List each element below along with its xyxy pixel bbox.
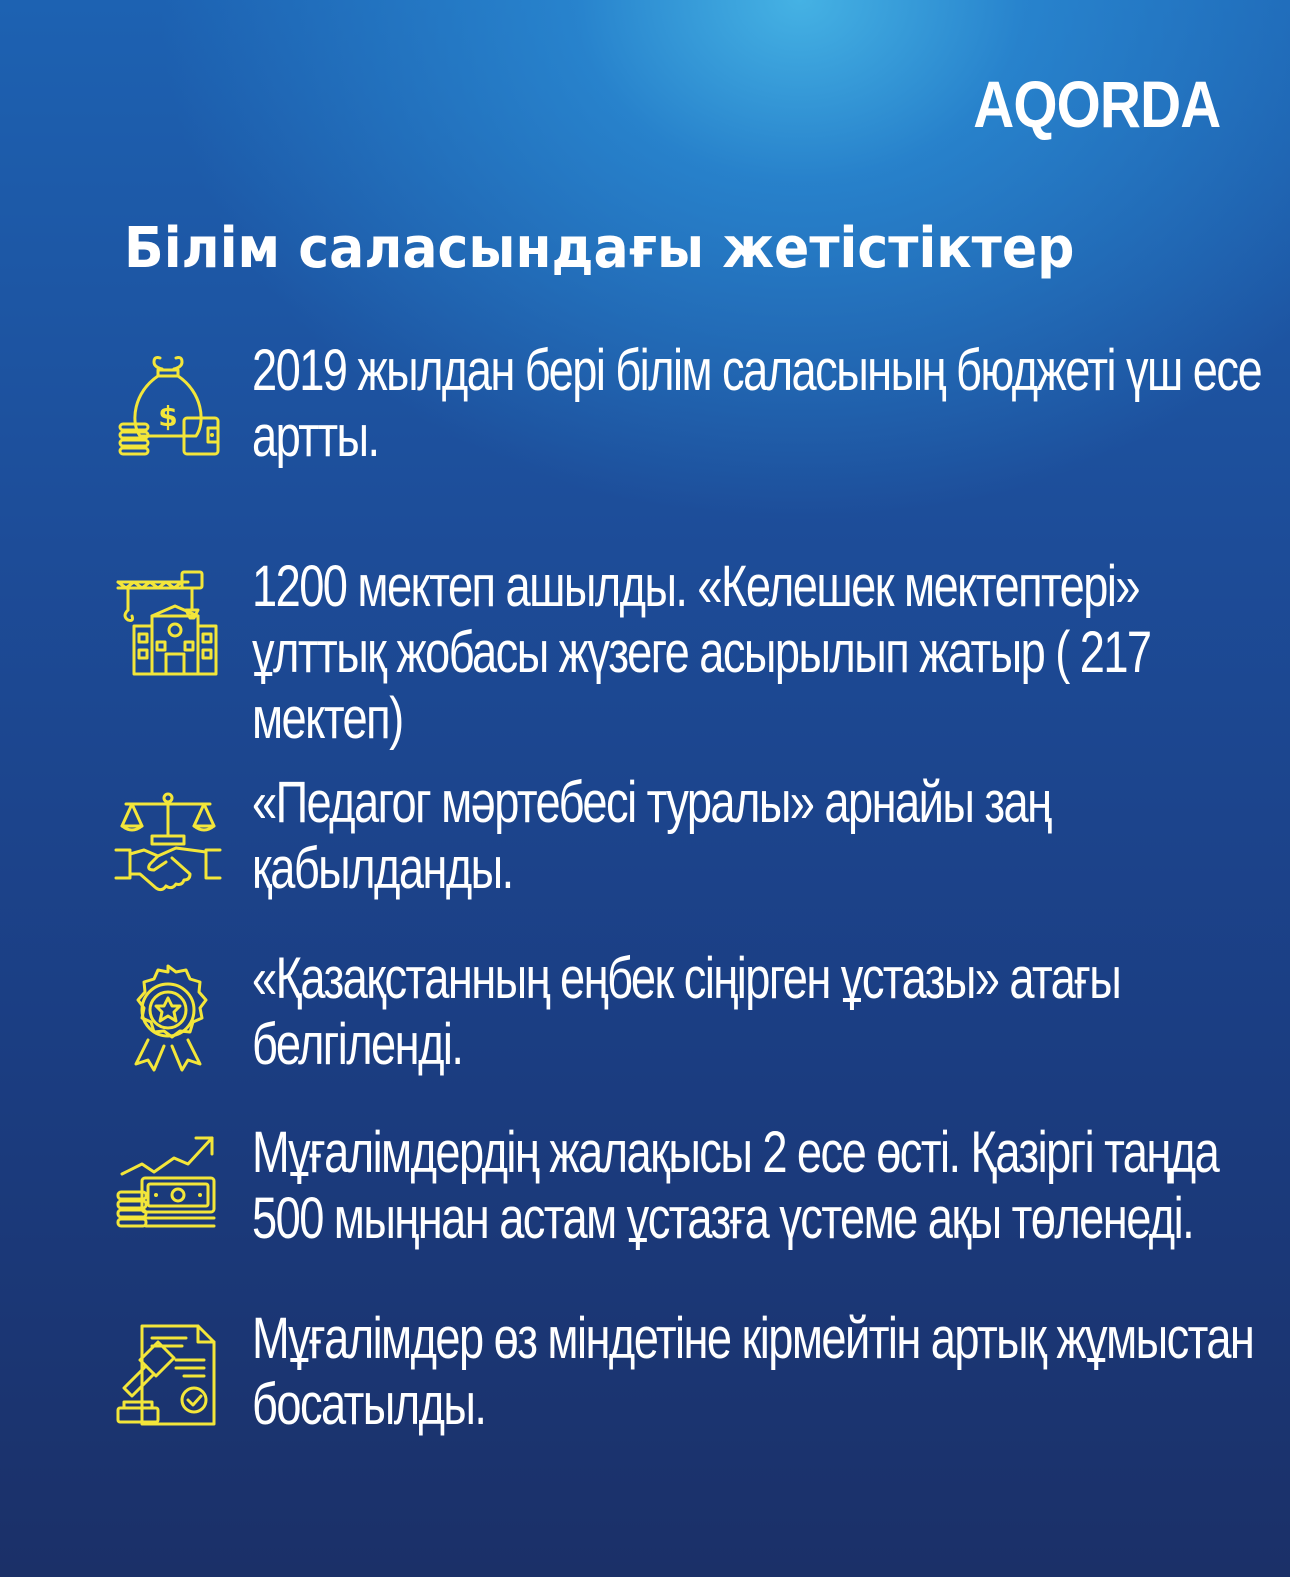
money-bag-icon: [112, 352, 224, 464]
item-text: 1200 мектеп ашылды. «Келешек мектептері» ұлттық жобасы жүзеге асырылып жатыр ( 217 мектеп): [252, 554, 1151, 751]
brand-logo: AQORDA: [972, 67, 1220, 141]
school-construction-icon: [112, 568, 224, 680]
page-title: Білім саласындағы жетістіктер: [124, 216, 1075, 281]
salary-growth-icon: [112, 1134, 224, 1246]
list-item: [112, 1306, 1254, 1520]
scales-handshake-icon: [112, 784, 224, 896]
item-text: Мұғалімдер өз міндетіне кірмейтін артық жұмыстан босатылды.: [252, 1306, 1254, 1437]
list-item: [112, 338, 1262, 552]
award-medal-icon: [112, 960, 224, 1072]
list-item: [112, 554, 1232, 768]
svg-text:$: $: [158, 400, 178, 433]
document-gavel-icon: [112, 1320, 224, 1432]
list-item: [112, 1120, 1232, 1334]
item-text: 2019 жылдан бері білім саласының бюджеті үш есе артты.: [252, 338, 1262, 469]
item-text: «Қазақстанның еңбек сіңірген ұстазы» атағы белгіленді.: [252, 946, 1121, 1077]
item-text: «Педагог мәртебесі туралы» арнайы заң қабылданды.: [252, 770, 1051, 901]
item-text: Мұғалімдердің жалақысы 2 есе өсті. Қазіргі таңда 500 мыңнан астам ұстазға үстеме ақы төленеді.: [252, 1120, 1219, 1251]
